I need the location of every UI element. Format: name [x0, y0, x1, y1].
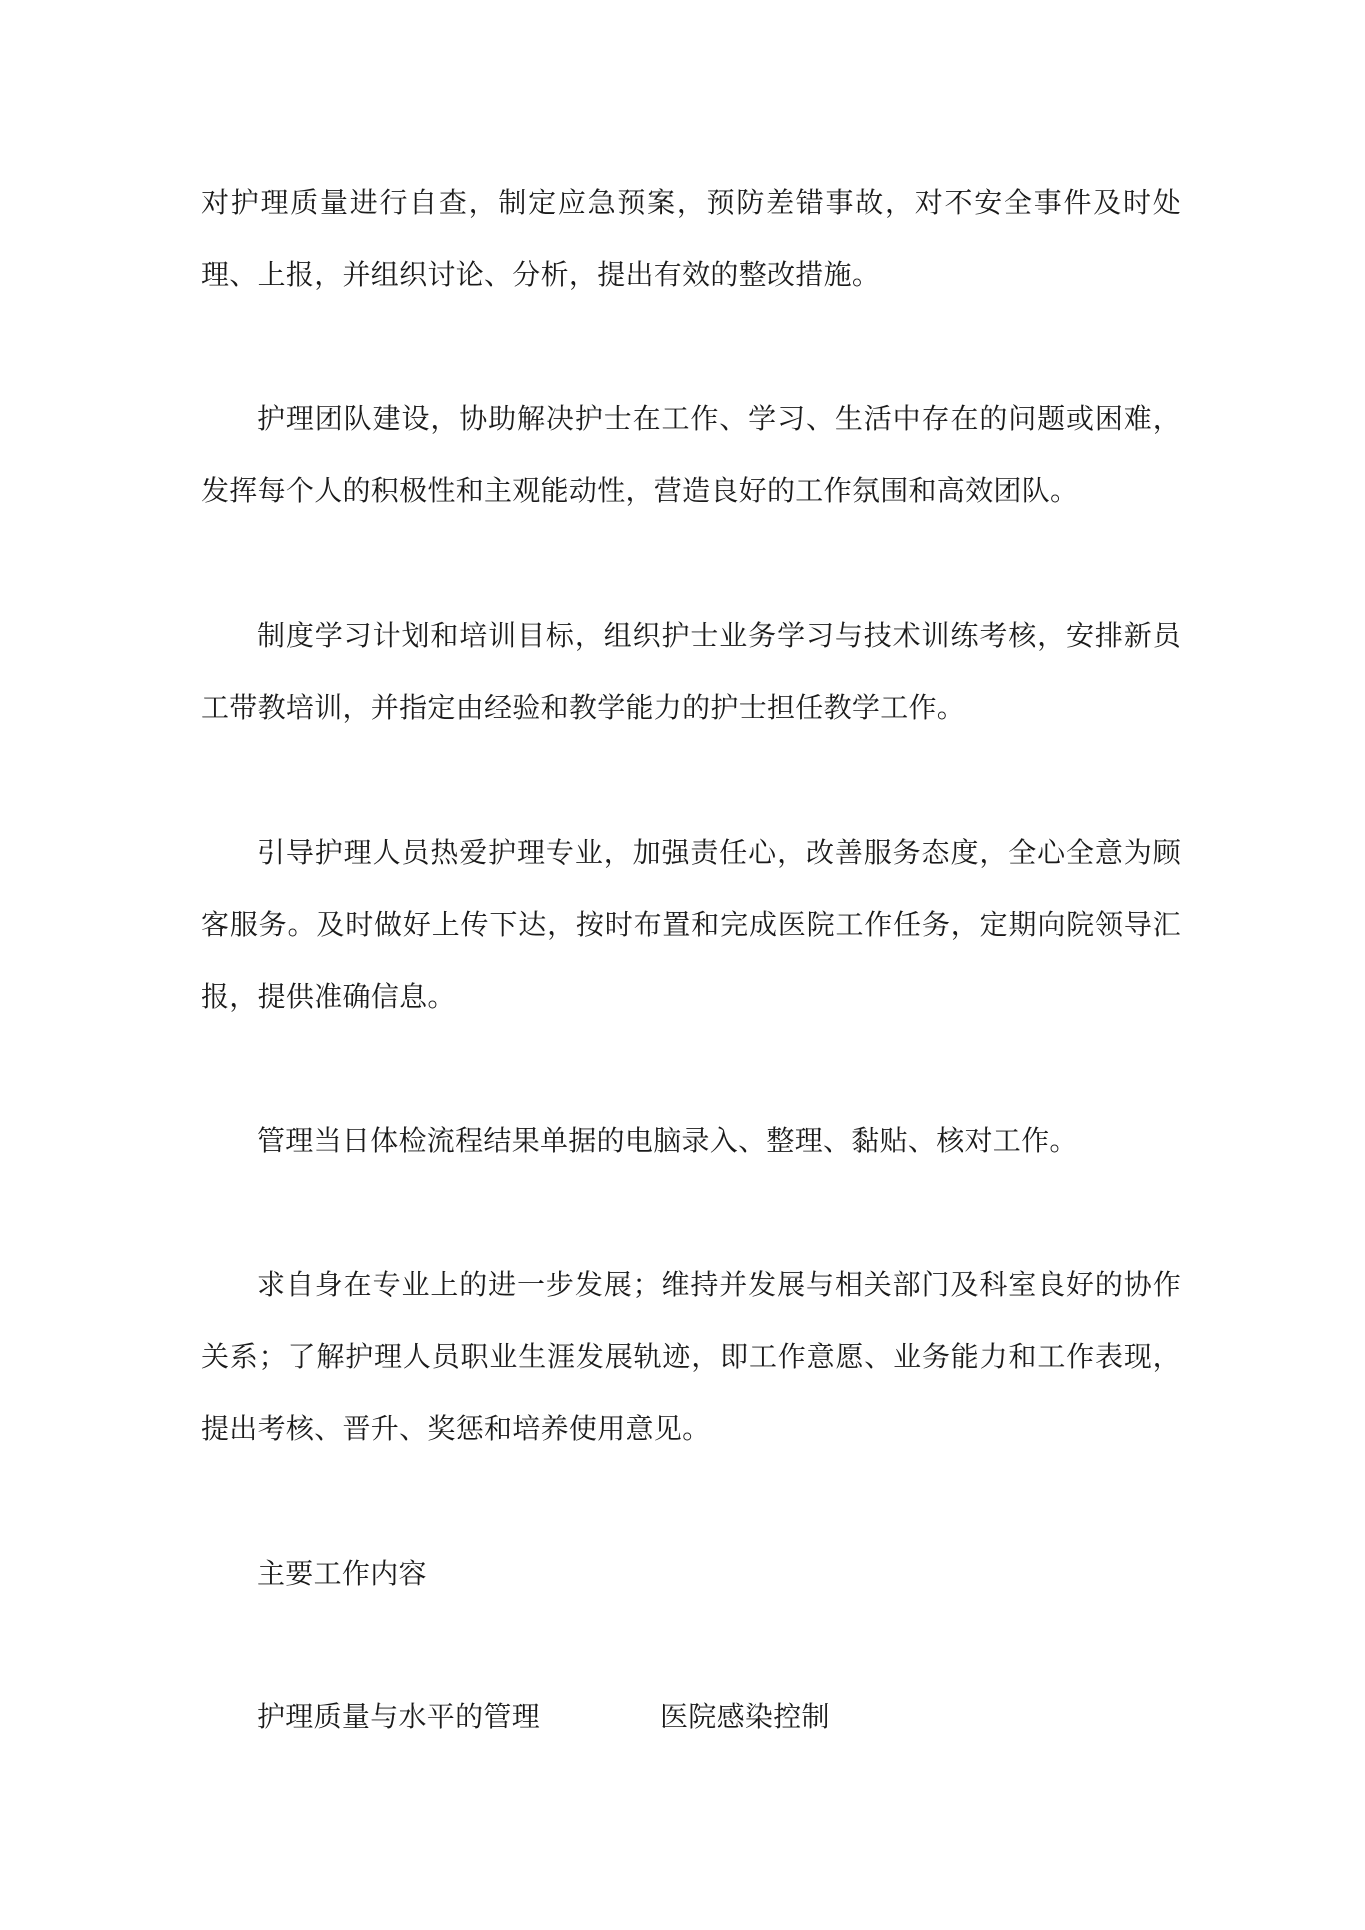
paragraph-professional-development: 求自身在专业上的进一步发展；维持并发展与相关部门及科室良好的协作关系；了解护理人员职业生涯发展轨迹，即工作意愿、业务能力和工作表现，提出考核、晋升、奖惩和培养使用意见。	[201, 1268, 1181, 1445]
work-item-quality-management: 护理质量与水平的管理	[257, 1700, 541, 1733]
paragraph-quality-self-check: 对护理质量进行自查，制定应急预案，预防差错事故，对不安全事件及时处理、上报，并组织讨论、分析，提出有效的整改措施。	[201, 186, 1181, 291]
work-item-infection-control: 医院感染控制	[660, 1700, 830, 1733]
paragraph-training-plan: 制度学习计划和培训目标，组织护士业务学习与技术训练考核，安排新员工带教培训，并指定由经验和教学能力的护士担任教学工作。	[201, 619, 1181, 724]
paragraph-team-building: 护理团队建设，协助解决护士在工作、学习、生活中存在的问题或困难，发挥每个人的积极性和主观能动性，营造良好的工作氛围和高效团队。	[201, 402, 1181, 507]
paragraph-checkup-records: 管理当日体检流程结果单据的电脑录入、整理、黏贴、核对工作。	[257, 1124, 1078, 1157]
section-heading: 主要工作内容	[257, 1557, 427, 1590]
paragraph-service-attitude: 引导护理人员热爱护理专业，加强责任心，改善服务态度，全心全意为顾客服务。及时做好上传下达，按时布置和完成医院工作任务，定期向院领导汇报，提供准确信息。	[201, 836, 1181, 1013]
